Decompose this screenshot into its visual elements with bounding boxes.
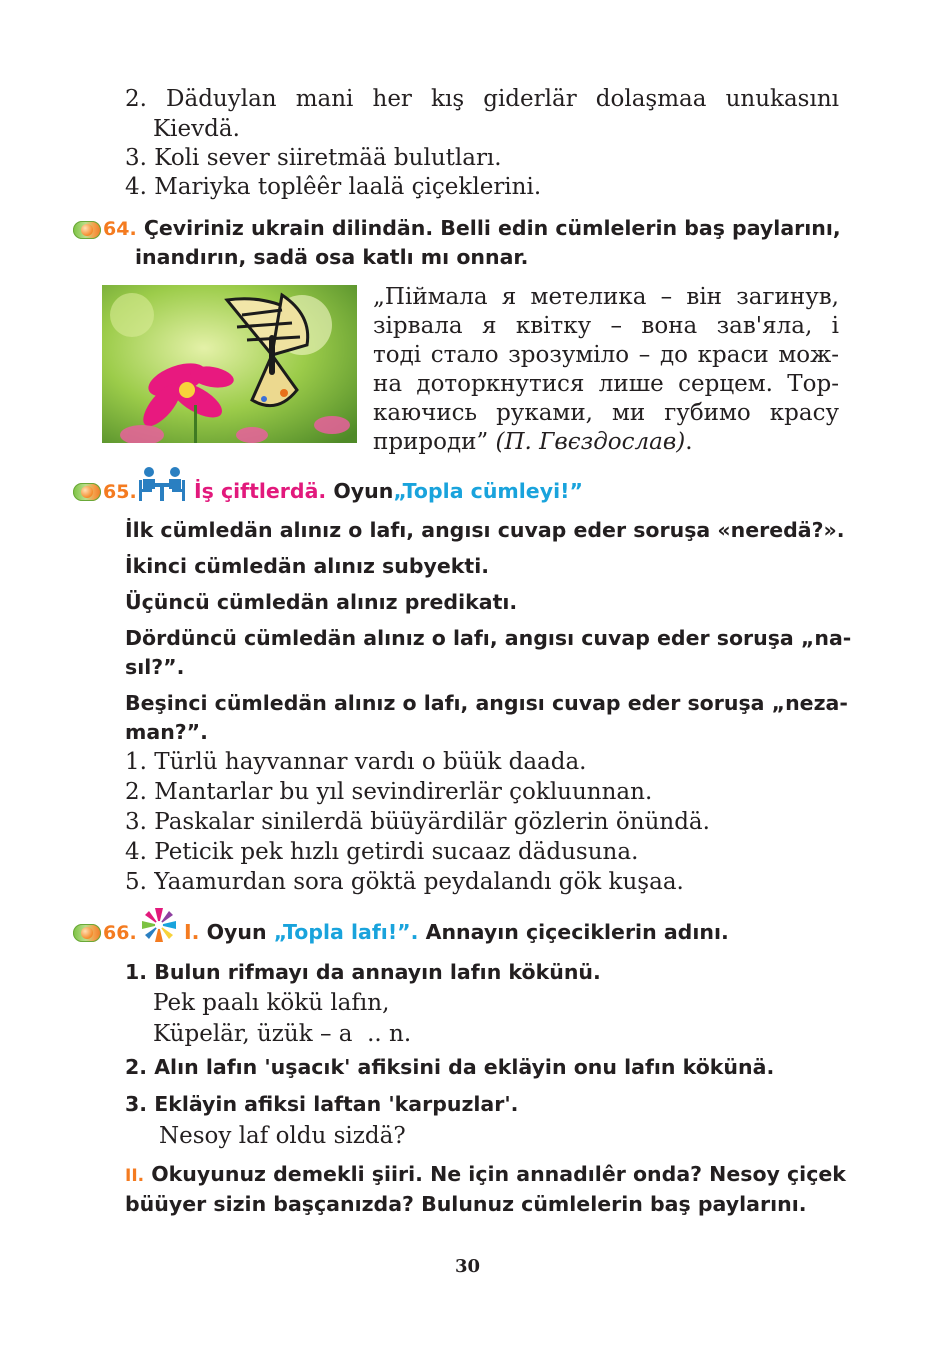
game-title-66: „Topla lafı!”. bbox=[273, 920, 419, 944]
part-2-text: Okuyunuz demekli şiiri. Ne için annadılêr onda? Nesoy çiçek bbox=[151, 1162, 846, 1186]
game-word-66: Oyun bbox=[206, 920, 267, 944]
part-1-label: I. bbox=[184, 920, 200, 944]
pair-work-icon bbox=[137, 466, 187, 502]
task-1: İlk cümledän alınız o lafı, angısı cuvap eder soruşa «neredä?». bbox=[125, 518, 845, 542]
intro-item-2: 2. Däduylan mani her kış giderlär dolaşmaa unukasını bbox=[125, 86, 839, 112]
item-3: 3. Ekläyin afiksi laftan 'karpuzlar'. bbox=[125, 1092, 519, 1116]
task-2: İkinci cümledän alınız subyekti. bbox=[125, 554, 490, 578]
task-4-line2: sıl?”. bbox=[125, 655, 185, 679]
quote-line-4: на доторкнутися лише серцем. Тор- bbox=[373, 371, 839, 397]
exercise-66-instruction: Annayın çiçeciklerin adını. bbox=[425, 920, 729, 944]
quote-line-5: каючись руками, ми губимо красу bbox=[373, 400, 839, 426]
quote-author: (П. Гвєздослав) bbox=[495, 429, 686, 455]
exercise-65-number: 65. bbox=[103, 481, 137, 503]
intro-item-4: 4. Mariyka toplêêr laalä çiçeklerini. bbox=[125, 174, 542, 200]
game-word: Oyun bbox=[333, 479, 394, 503]
exercise-marker-icon bbox=[73, 483, 101, 501]
sentence-5: 5. Yaamurdan sora göktä peydalandı gök kuşaa. bbox=[125, 869, 684, 895]
exercise-marker-icon bbox=[73, 924, 101, 942]
sentence-4: 4. Peticik pek hızlı getirdi sucaaz dädusuna. bbox=[125, 839, 639, 865]
intro-item-2-cont: Kievdä. bbox=[153, 116, 240, 142]
intro-item-3: 3. Koli sever siiretmää bulutları. bbox=[125, 145, 502, 171]
exercise-marker-icon bbox=[73, 221, 101, 239]
quote-end: . bbox=[685, 429, 693, 455]
page-number: 30 bbox=[454, 1256, 481, 1277]
exercise-64-instruction-line1: Çeviriniz ukrain dilindän. Belli edin cümlelerin baş paylarını, bbox=[143, 216, 841, 240]
item-3-question: Nesoy laf oldu sizdä? bbox=[159, 1123, 406, 1149]
quote-line-6 bbox=[373, 427, 693, 457]
exercise-64-instruction-line2: inandırın, sadä osa katlı mı onnar. bbox=[135, 245, 529, 269]
quote-line-3: тоді стало зрозуміло – до краси мож- bbox=[373, 342, 839, 368]
task-5-line1: Beşinci cümledän alınız o lafı, angısı cuvap eder soruşa „neza- bbox=[125, 691, 848, 715]
part-2-line2: büüyer sizin başçanızda? Bulunuz cümlelerin baş paylarını. bbox=[125, 1192, 807, 1216]
butterfly-on-flower bbox=[102, 285, 357, 443]
riddle-line-2: Küpelär, üzük – a .. n. bbox=[153, 1021, 412, 1047]
item-2: 2. Alın lafın 'uşacık' afiksini da ekläyin onu lafın kökünä. bbox=[125, 1055, 775, 1079]
quote-line-1: „Піймала я метелика – він загинув, bbox=[373, 284, 839, 310]
sentence-1: 1. Türlü hayvannar vardı o büük daada. bbox=[125, 749, 587, 775]
exercise-65-title bbox=[194, 477, 583, 506]
part-2-line1 bbox=[125, 1160, 846, 1191]
task-5-line2: man?”. bbox=[125, 720, 208, 744]
exercise-64-instruction bbox=[103, 214, 841, 244]
item-1: 1. Bulun rifmayı da annayın lafın kökünü. bbox=[125, 960, 601, 984]
exercise-64-number: 64. bbox=[103, 218, 137, 240]
task-4-line1: Dördüncü cümledän alınız o lafı, angısı cuvap eder soruşa „na- bbox=[125, 626, 852, 650]
task-3: Üçüncü cümledän alınız predikatı. bbox=[125, 590, 518, 614]
sentence-3: 3. Paskalar sinilerdä büüyärdilär gözlerin önündä. bbox=[125, 809, 710, 835]
part-2-label: II. bbox=[125, 1166, 145, 1186]
flower-game-icon bbox=[140, 906, 178, 944]
riddle-line-1: Pek paalı kökü lafın, bbox=[153, 990, 390, 1016]
quote-line-2: зірвала я квітку – вона зав'яла, і bbox=[373, 313, 839, 339]
sentence-2: 2. Mantarlar bu yıl sevindirerlär çokluunnan. bbox=[125, 779, 653, 805]
quote-last-text: природи” bbox=[373, 429, 489, 455]
exercise-66-title bbox=[184, 918, 729, 947]
pair-work-label: İş çiftlerdä. bbox=[194, 479, 327, 503]
game-title: „Topla cümleyi!” bbox=[393, 479, 583, 503]
exercise-66-number: 66. bbox=[103, 922, 137, 944]
